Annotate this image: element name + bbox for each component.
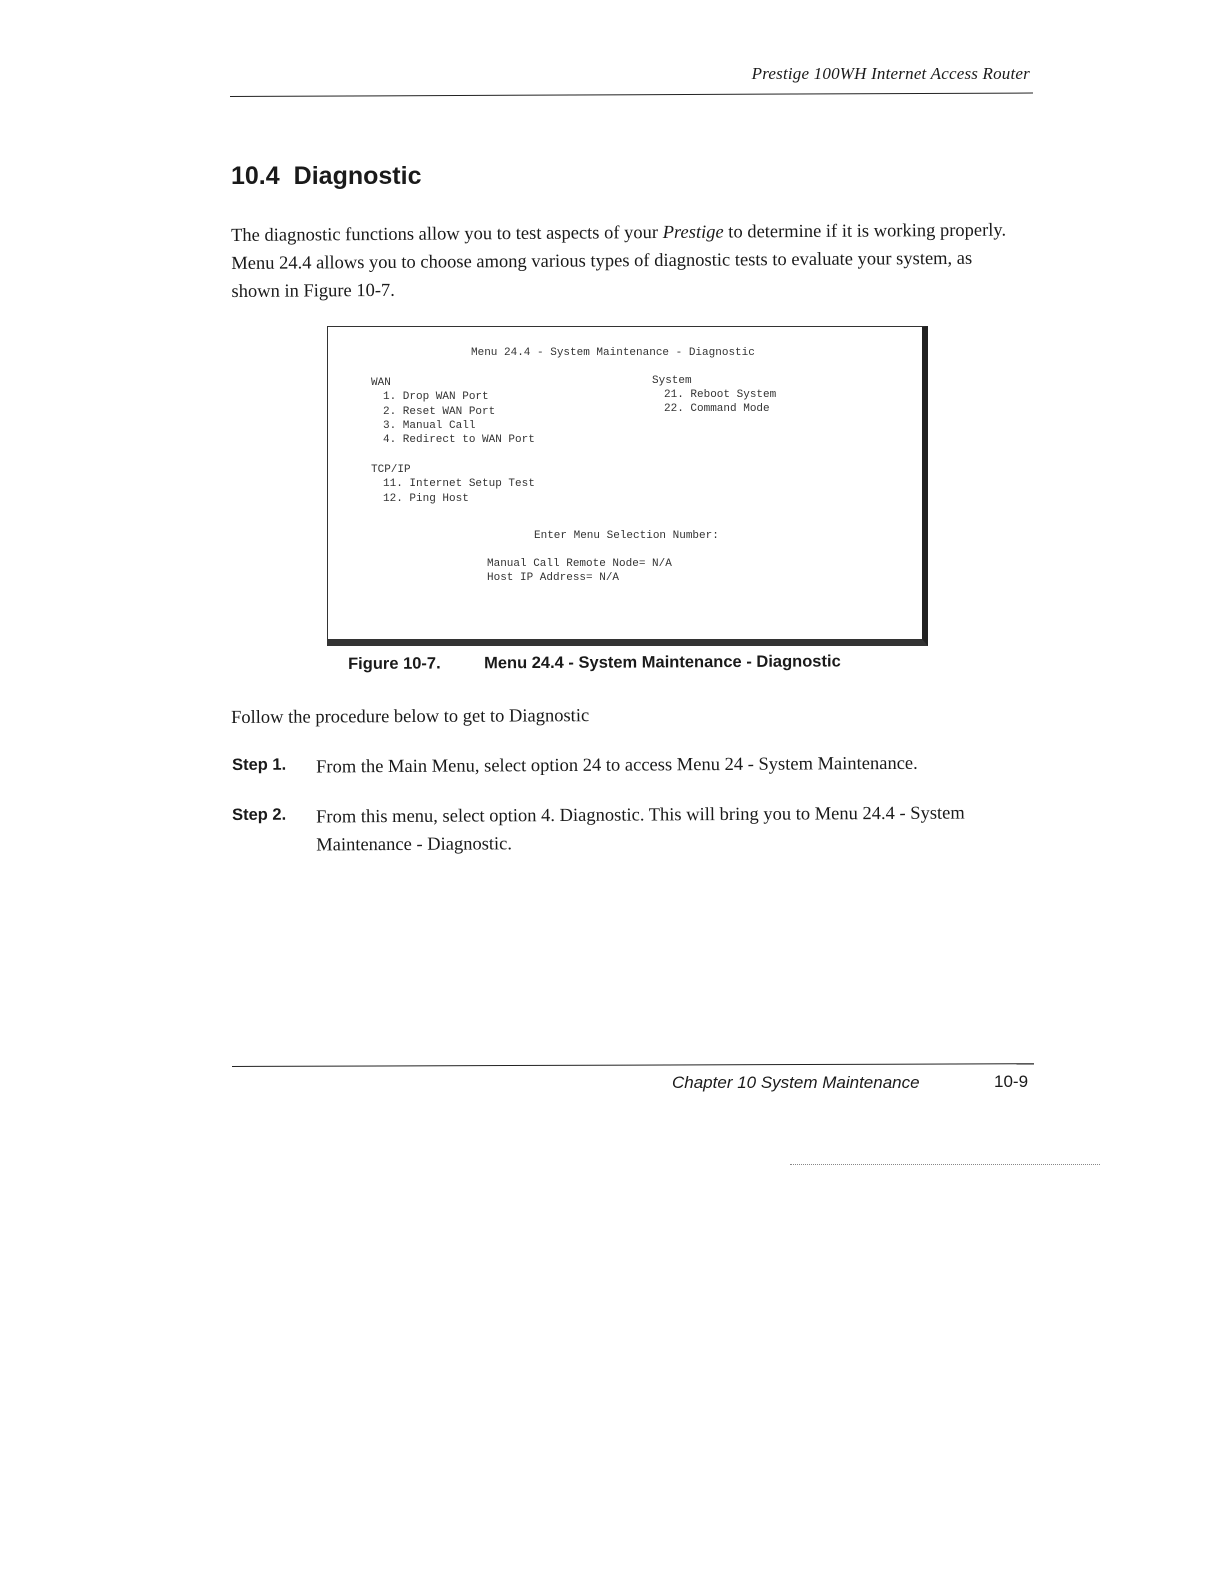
menu-title: Menu 24.4 - System Maintenance - Diagnostic bbox=[471, 347, 755, 359]
wan-item-1: 1. Drop WAN Port bbox=[383, 391, 489, 403]
section-heading bbox=[231, 162, 421, 191]
intro-emphasis: Prestige bbox=[662, 222, 724, 243]
terminal-screen-figure bbox=[327, 326, 928, 646]
figure-caption-text: Menu 24.4 - System Maintenance - Diagnostic bbox=[483, 652, 841, 673]
step-item bbox=[232, 799, 1012, 856]
tcpip-item-12: 12. Ping Host bbox=[383, 493, 469, 505]
wan-heading: WAN bbox=[371, 377, 391, 389]
tcpip-heading: TCP/IP bbox=[371, 464, 411, 476]
status-host-ip: Host IP Address= N/A bbox=[487, 572, 620, 584]
footer-chapter: Chapter 10 System Maintenance bbox=[672, 1073, 920, 1092]
step-label: Step 2. bbox=[232, 805, 287, 824]
section-number: 10.4 bbox=[231, 162, 280, 190]
menu-selection-prompt: Enter Menu Selection Number: bbox=[534, 530, 719, 542]
system-item-22: 22. Command Mode bbox=[664, 403, 770, 415]
step-label: Step 1. bbox=[232, 755, 287, 774]
status-remote-node: Manual Call Remote Node= N/A bbox=[487, 558, 672, 570]
tcpip-item-11: 11. Internet Setup Test bbox=[383, 478, 535, 490]
step-text: From the Main Menu, select option 24 to access Menu 24 - System Maintenance. bbox=[316, 753, 918, 778]
figure-caption bbox=[348, 652, 841, 674]
running-header: Prestige 100WH Internet Access Router bbox=[751, 64, 1030, 83]
system-heading: System bbox=[652, 375, 692, 387]
scan-artifact bbox=[790, 1164, 1100, 1166]
wan-item-2: 2. Reset WAN Port bbox=[383, 406, 496, 418]
intro-paragraph bbox=[231, 217, 1012, 306]
page-number: 10-9 bbox=[994, 1072, 1029, 1091]
wan-item-4: 4. Redirect to WAN Port bbox=[383, 434, 535, 446]
header-rule bbox=[230, 92, 1033, 97]
figure-number: Figure 10-7. bbox=[348, 654, 441, 673]
system-item-21: 21. Reboot System bbox=[664, 389, 777, 401]
footer-rule bbox=[232, 1063, 1034, 1067]
intro-text-start: The diagnostic functions allow you to test aspects of your bbox=[231, 222, 663, 246]
section-title: Diagnostic bbox=[293, 162, 422, 190]
wan-item-3: 3. Manual Call bbox=[383, 420, 476, 432]
follow-paragraph: Follow the procedure below to get to Diagnostic bbox=[231, 706, 590, 728]
intro-text-end: to determine if it is working properly. Menu 24.4 allows you to choose among various types of diagnostic tests to evaluate your system, as shown in Figure 10-7. bbox=[231, 220, 1007, 302]
step-item bbox=[232, 749, 1012, 778]
step-text: From this menu, select option 4. Diagnostic. This will bring you to Menu 24.4 - System Maintenance - Diagnostic. bbox=[316, 803, 965, 856]
